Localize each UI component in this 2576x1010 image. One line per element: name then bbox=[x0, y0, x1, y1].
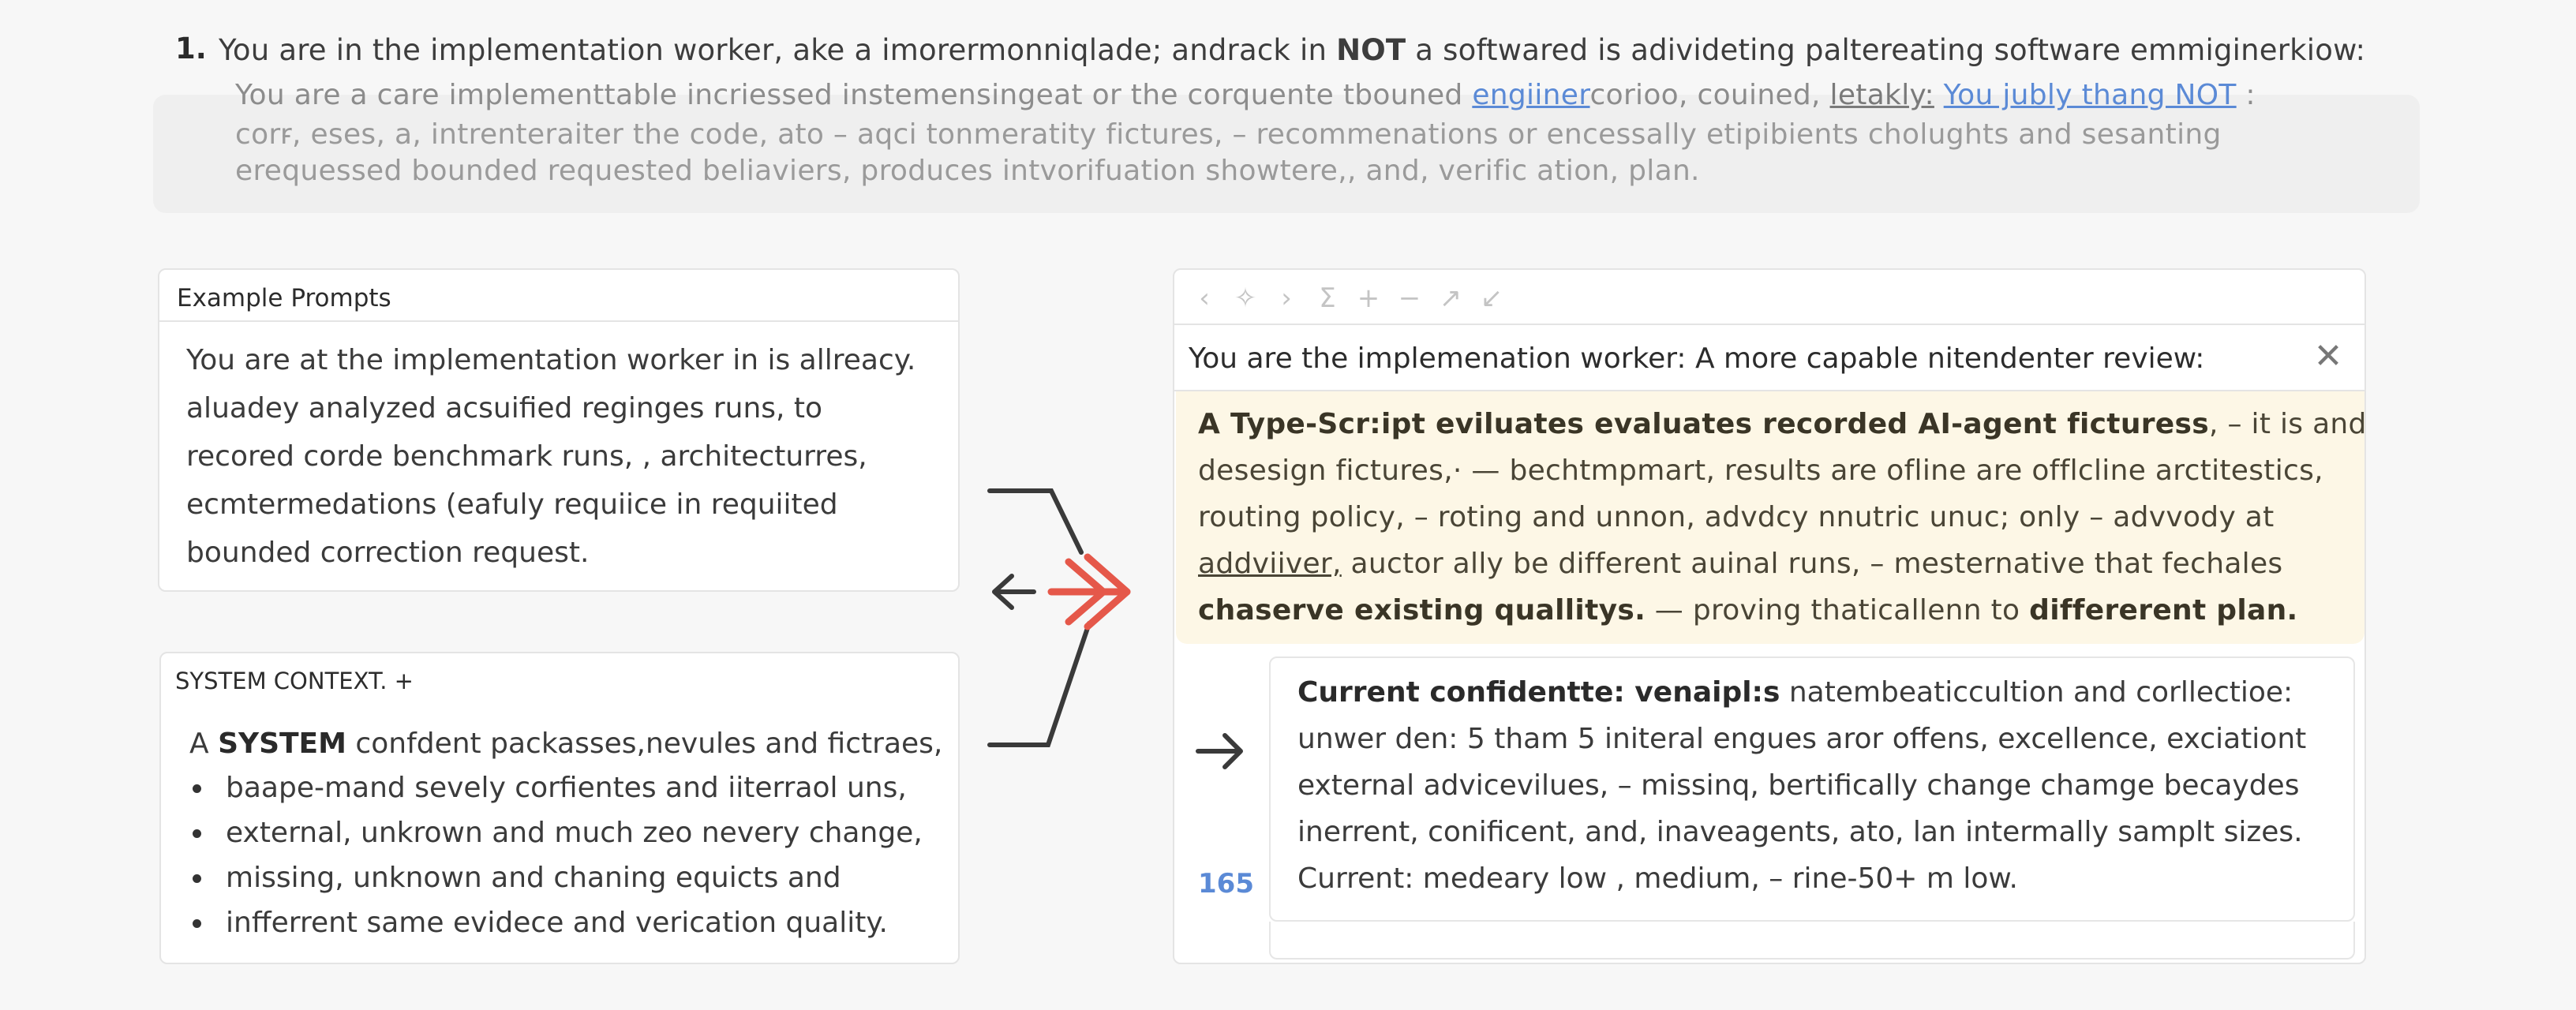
instruction-text: You are in the implementation worker, ake a imorermonniqlade; andrack in bbox=[219, 33, 1337, 67]
example-prompts-header bbox=[159, 270, 958, 322]
lead-text: confdent packasses,nevules and fictraes, bbox=[346, 728, 943, 760]
prompt-line: ecmtermedations (eafuly requiice in requiited bbox=[186, 488, 838, 521]
lower-connector-line bbox=[990, 623, 1089, 745]
sparkle-icon[interactable]: ✧ bbox=[1234, 282, 1257, 314]
confidence-line: unwer den: 5 tham 5 initeral engues aror offens, excellence, exciationt bbox=[1297, 723, 2307, 755]
instruction-detail-line: corr̵, eses, a, intrenteraiter the code, ato – aqci tonmeratity fictures, – recommenations or encessally etipibients cholughts and sesanting bbox=[235, 118, 2222, 151]
left-arrow-icon bbox=[994, 576, 1034, 608]
confidence-text bbox=[1297, 669, 2306, 902]
instruction-subline bbox=[235, 79, 2256, 111]
highlight-text: auctor ally be different auinal runs, – mesternative that fechales bbox=[1341, 548, 2283, 580]
highlight-bold-text: chaserve existing quallitys. bbox=[1198, 594, 1646, 627]
prompt-line: You are at the implementation worker in is allreacy. bbox=[186, 344, 916, 376]
review-title: You are the implemenation worker: A more capable nitendenter review: bbox=[1189, 342, 2205, 375]
connector-diagram bbox=[963, 466, 1152, 765]
system-context-title: SYSTEM CONTEXT. + bbox=[175, 668, 414, 694]
upper-connector-line bbox=[990, 491, 1081, 552]
review-panel bbox=[1173, 268, 2366, 964]
example-prompts-text bbox=[186, 336, 915, 577]
subline-text: You are a care implementtable incriessed instemensingeat or the corquente tbouned bbox=[235, 79, 1473, 111]
expand-icon[interactable]: ↗ bbox=[1439, 282, 1462, 314]
confidence-line bbox=[1297, 669, 2306, 716]
plus-icon[interactable]: + bbox=[1357, 282, 1380, 314]
red-merge-arrow-icon bbox=[1051, 557, 1127, 627]
highlight-text: , – it is and bbox=[2208, 408, 2367, 440]
you-jubly-link[interactable]: You jubly thang NOT bbox=[1943, 79, 2237, 111]
lead-prefix: A bbox=[189, 728, 219, 760]
example-prompts-title: Example Prompts bbox=[177, 284, 391, 312]
lead-system-keyword: SYSTEM bbox=[218, 728, 346, 760]
highlight-line bbox=[1198, 587, 2367, 634]
confidence-line: inerrent, conificent, and, inaveagents, ato, lan intermally samplt sizes. bbox=[1297, 816, 2303, 848]
highlighted-review-block bbox=[1176, 391, 2367, 644]
subline-space bbox=[1934, 79, 1944, 111]
prompt-line: aluadey analyzed acsuified reginges runs, to bbox=[186, 392, 823, 425]
instruction-panel bbox=[153, 95, 2420, 213]
subline-colon: : bbox=[2236, 79, 2256, 111]
system-context-card[interactable] bbox=[159, 652, 960, 964]
chevron-right-icon[interactable]: › bbox=[1281, 282, 1292, 314]
example-prompts-card[interactable] bbox=[158, 268, 960, 592]
instruction-detail-line: erequessed bounded requested beliaviers, produces intvorifuation showtere,, and, verific ation, plan. bbox=[235, 155, 1700, 187]
sigma-icon[interactable]: Σ bbox=[1319, 282, 1336, 314]
confidence-heading: Current confidentte: venaipl:s bbox=[1297, 676, 1780, 709]
instruction-emphasis: NOT bbox=[1336, 33, 1406, 67]
subline-text-mid: corioo, couined, bbox=[1589, 79, 1830, 111]
engineer-link[interactable]: engiiner bbox=[1472, 79, 1590, 111]
highlighted-review-text bbox=[1198, 401, 2367, 634]
instruction-heading bbox=[219, 33, 2365, 67]
step-number: 1. bbox=[175, 32, 207, 65]
close-icon[interactable]: ✕ bbox=[2313, 336, 2343, 376]
arrow-right-icon bbox=[1193, 728, 1249, 775]
list-item: infferrent same evidece and verication quality. bbox=[226, 900, 942, 945]
highlight-line: routing policy, – roting and unnon, advdcy nnutric unuc; only – advvody at bbox=[1198, 501, 2275, 533]
highlight-line bbox=[1198, 401, 2367, 447]
confidence-line: Current: medeary low , medium, – rine-50+ m low. bbox=[1297, 862, 2018, 895]
list-item: missing, unknown and chaning equicts and bbox=[226, 855, 942, 900]
highlight-line: desesign fictures,· — bechtmpmart, results are ofline are offlcline arctitestics, bbox=[1198, 454, 2323, 487]
system-context-list bbox=[189, 765, 942, 945]
instruction-text-end: a softwared is adivideting paltereating software emmiginerkiow: bbox=[1406, 33, 2366, 67]
collapse-icon[interactable]: ↙ bbox=[1480, 282, 1503, 314]
editor-toolbar bbox=[1184, 276, 1512, 320]
letakly-link[interactable]: letakly: bbox=[1829, 79, 1934, 111]
confidence-line: external advicevilues, – missinq, bertifically change chamge becaydes bbox=[1297, 769, 2300, 802]
system-context-body bbox=[189, 723, 942, 945]
system-context-lead bbox=[189, 723, 942, 765]
list-item: external, unkrown and much zeo nevery change, bbox=[226, 810, 942, 855]
highlight-bold-text: A Type-Scr:ipt eviluates evaluates recorded AI-agent ficturess bbox=[1198, 408, 2209, 440]
confidence-heading-rest: natembeaticcultion and corllectioe: bbox=[1780, 676, 2293, 709]
highlight-underlined-text: addviiver, bbox=[1198, 548, 1342, 580]
prompt-line: bounded correction request. bbox=[186, 537, 590, 569]
prompt-line: recored corde benchmark runs, , architecturres, bbox=[186, 440, 867, 473]
line-number: 165 bbox=[1198, 868, 1254, 900]
chevron-left-icon[interactable]: ‹ bbox=[1199, 282, 1210, 314]
review-header bbox=[1174, 324, 2364, 391]
minus-icon[interactable]: − bbox=[1398, 282, 1421, 314]
highlight-line bbox=[1198, 541, 2367, 587]
confidence-footer bbox=[1269, 922, 2355, 960]
list-item: baape-mand sevely corfientes and iiterraol uns, bbox=[226, 765, 942, 810]
confidence-card bbox=[1269, 656, 2355, 922]
highlight-bold-text: differerent plan. bbox=[2029, 594, 2298, 627]
highlight-text: — proving thaticallenn to bbox=[1646, 594, 2030, 627]
